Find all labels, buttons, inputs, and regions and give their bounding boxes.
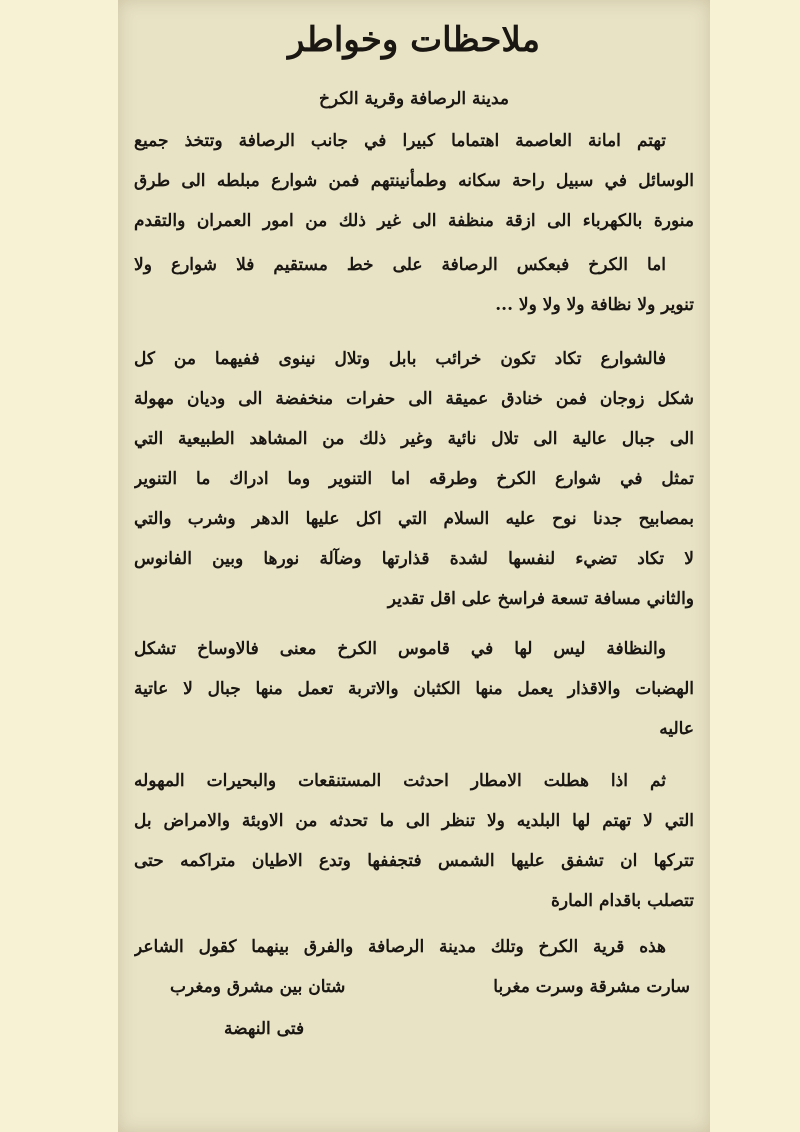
paragraph-3 [134, 346, 694, 626]
paragraph-5 [134, 768, 694, 928]
text-line: تتصلب باقدام المارة [551, 891, 694, 911]
article-subtitle: مدينة الرصافة وقرية الكرخ [318, 89, 510, 109]
text-line: اما الكرخ فبعكس الرصافة على خط مستقيم فلا شوارع ولا [134, 255, 666, 275]
paragraph-4 [134, 636, 694, 756]
verse-second-hemistich: شتان بين مشرق ومغرب [170, 977, 346, 997]
paragraph-2 [134, 252, 694, 332]
text-line: ثم اذا هطلت الامطار احدثت المستنقعات والبحيرات المهوله [134, 771, 666, 791]
text-line: تنوير ولا نظافة ولا ولا ولا ... [495, 295, 694, 315]
text-line: التي لا تهتم لها البلديه ولا تنظر الى ما تحدثه من الاوبئة والامراض بل [134, 811, 694, 831]
text-line: والثاني مسافة تسعة فراسخ على اقل تقدير [387, 589, 694, 609]
paragraph-1 [134, 128, 694, 248]
text-line: لا تكاد تضيء لنفسها لشدة قذارتها وضآلة نورها وبين الفانوس [134, 549, 694, 569]
text-line: منورة بالكهرباء الى ازقة منظفة الى غير ذلك من امور العمران والتقدم [134, 211, 694, 231]
text-line: الهضبات والاقذار يعمل منها الكثبان والاتربة تعمل منها جبال لا عاتية [134, 679, 694, 699]
text-line: تمثل في شوارع الكرخ وطرقه اما التنوير وما ادراك ما التنوير [134, 469, 694, 489]
article-title: ملاحظات وخواطر [288, 20, 540, 60]
text-line: الوسائل في سبيل راحة سكانه وطمأنينتهم فمن شوارع مبلطه الى طرق [134, 171, 694, 191]
poem-verse [134, 974, 694, 1014]
verse-first-hemistich: سارت مشرقة وسرت مغربا [493, 977, 690, 997]
text-line: عاليه [659, 719, 694, 739]
text-line: بمصابيح جدنا نوح عليه السلام التي اكل عليها الدهر وشرب والتي [134, 509, 694, 529]
article [134, 0, 694, 1042]
text-line: والنظافة ليس لها في قاموس الكرخ معنى فالاوساخ تشكل [134, 639, 666, 659]
text-line: الى جبال عالية الى تلال نائية وغير ذلك من المشاهد الطبيعية التي [134, 429, 694, 449]
text-line: فالشوارع تكاد تكون خرائب بابل وتلال نينوى ففيهما من كل [134, 349, 666, 369]
text-line: شكل زوجان فمن خنادق عميقة الى حفرات منخفضة الى وديان مهولة [134, 389, 694, 409]
text-line: تتركها ان تشفق عليها الشمس فتجففها وتدع الاطيان متراكمه حتى [134, 851, 694, 871]
newspaper-clipping [118, 0, 710, 1132]
text-line: تهتم امانة العاصمة اهتماما كبيرا في جانب الرصافة وتتخذ جميع [134, 131, 666, 151]
paragraph-6 [134, 934, 694, 974]
author-signature: فتى النهضة [224, 1019, 305, 1039]
text-line: هذه قرية الكرخ وتلك مدينة الرصافة والفرق بينهما كقول الشاعر [134, 937, 666, 957]
